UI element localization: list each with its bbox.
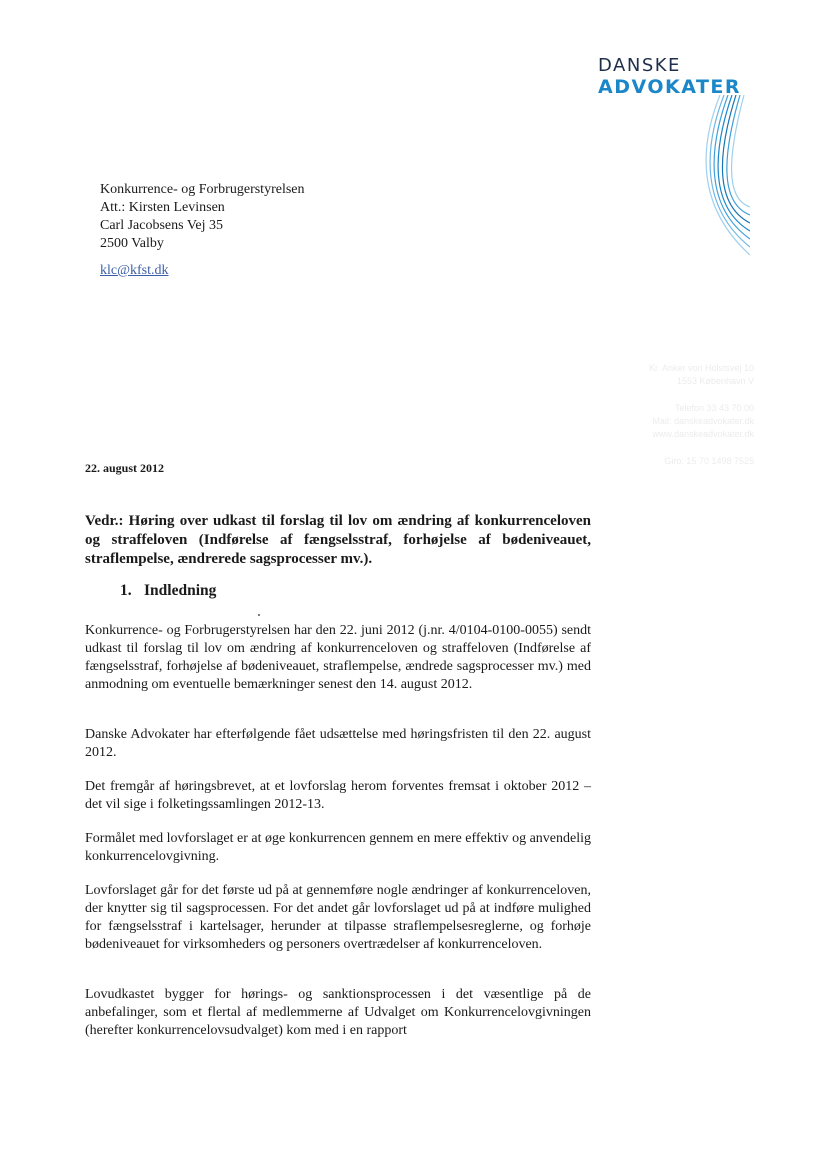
recipient-email-link[interactable]: klc@kfst.dk	[100, 263, 169, 278]
section-heading	[120, 582, 216, 600]
paragraph: Det fremgår af høringsbrevet, at et lovforslag herom forventes fremsat i oktober 2012 – det vil sige i folketingssamlingen 2012-13.	[85, 779, 591, 812]
subject-line: Vedr.: Høring over udkast til forslag til lov om ændring af konkurrenceloven og straffeloven (Indførelse af fængselsstraf, forhøjelse af bødeniveauet, straflempelse, ændrerede sagsprocesser mv.).	[85, 513, 591, 567]
paragraph: Formålet med lovforslaget er at øge konkurrencen gennem en mere effektiv og anvendelig konkurrencelovgivning.	[85, 831, 591, 864]
paragraph: Lovudkastet bygger for hørings- og sanktionsprocessen i det væsentlige på de anbefalinger, som et flertal af medlemmerne af Udvalget om Konkurrencelovgivningen (herefter konkurrencelovsudvalget) kom med i en rapport	[85, 987, 591, 1038]
sender-address-line2: 1553 København V	[676, 376, 754, 386]
recipient-name: Konkurrence- og Forbrugerstyrelsen	[100, 182, 305, 197]
sender-mail: Mail: danskeadvokater.dk	[652, 416, 754, 426]
recipient-address	[100, 181, 305, 253]
scan-mark	[258, 614, 260, 616]
logo-text-advokater: ADVOKATER	[598, 76, 742, 98]
section-title: Indledning	[144, 582, 217, 599]
paragraph: Konkurrence- og Forbrugerstyrelsen har den 22. juni 2012 (j.nr. 4/0104-0100-0055) sendt udkast til forslag til lov om ændring af konkurrenceloven og straffeloven (Indførelse af fængselsstraf, forhøjelse af bødeniveauet, straflempelse, ændrede sagsprocesser mv.) med anmodning om eventuelle bemærkninger senest den 14. august 2012.	[85, 623, 591, 692]
sender-contact-block	[649, 362, 754, 468]
paragraph: Lovforslaget går for det første ud på at gennemføre nogle ændringer af konkurrenceloven, der knytter sig til sagsprocessen. For det andet går lovforslaget ud på at indføre mulighed for fængselsstraf i kartelsager, herunder at tilpasse straflempelsesreglerne, og forhøje bødeniveauet for virksomheders og personers overtrædelser af konkurrenceloven.	[85, 883, 591, 952]
wave-lines-graphic	[690, 95, 750, 265]
sender-web: www.danskeadvokater.dk	[652, 429, 754, 439]
logo-text-danske: DANSKE	[598, 55, 681, 76]
paragraph: Danske Advokater har efterfølgende fået udsættelse med høringsfristen til den 22. august 2012.	[85, 727, 591, 760]
recipient-att: Att.: Kirsten Levinsen	[100, 200, 225, 215]
sender-giro: Giro: 15 70 1498 7525	[664, 456, 754, 466]
recipient-street: Carl Jacobsens Vej 35	[100, 218, 223, 233]
sender-address-line1: Kr. Anker von Holstsvej 10	[648, 363, 754, 373]
recipient-city: 2500 Valby	[100, 236, 164, 251]
letter-date: 22. august 2012	[85, 461, 165, 475]
section-number: 1.	[120, 582, 132, 599]
sender-phone: Telefon 33 43 70 00	[674, 403, 754, 413]
